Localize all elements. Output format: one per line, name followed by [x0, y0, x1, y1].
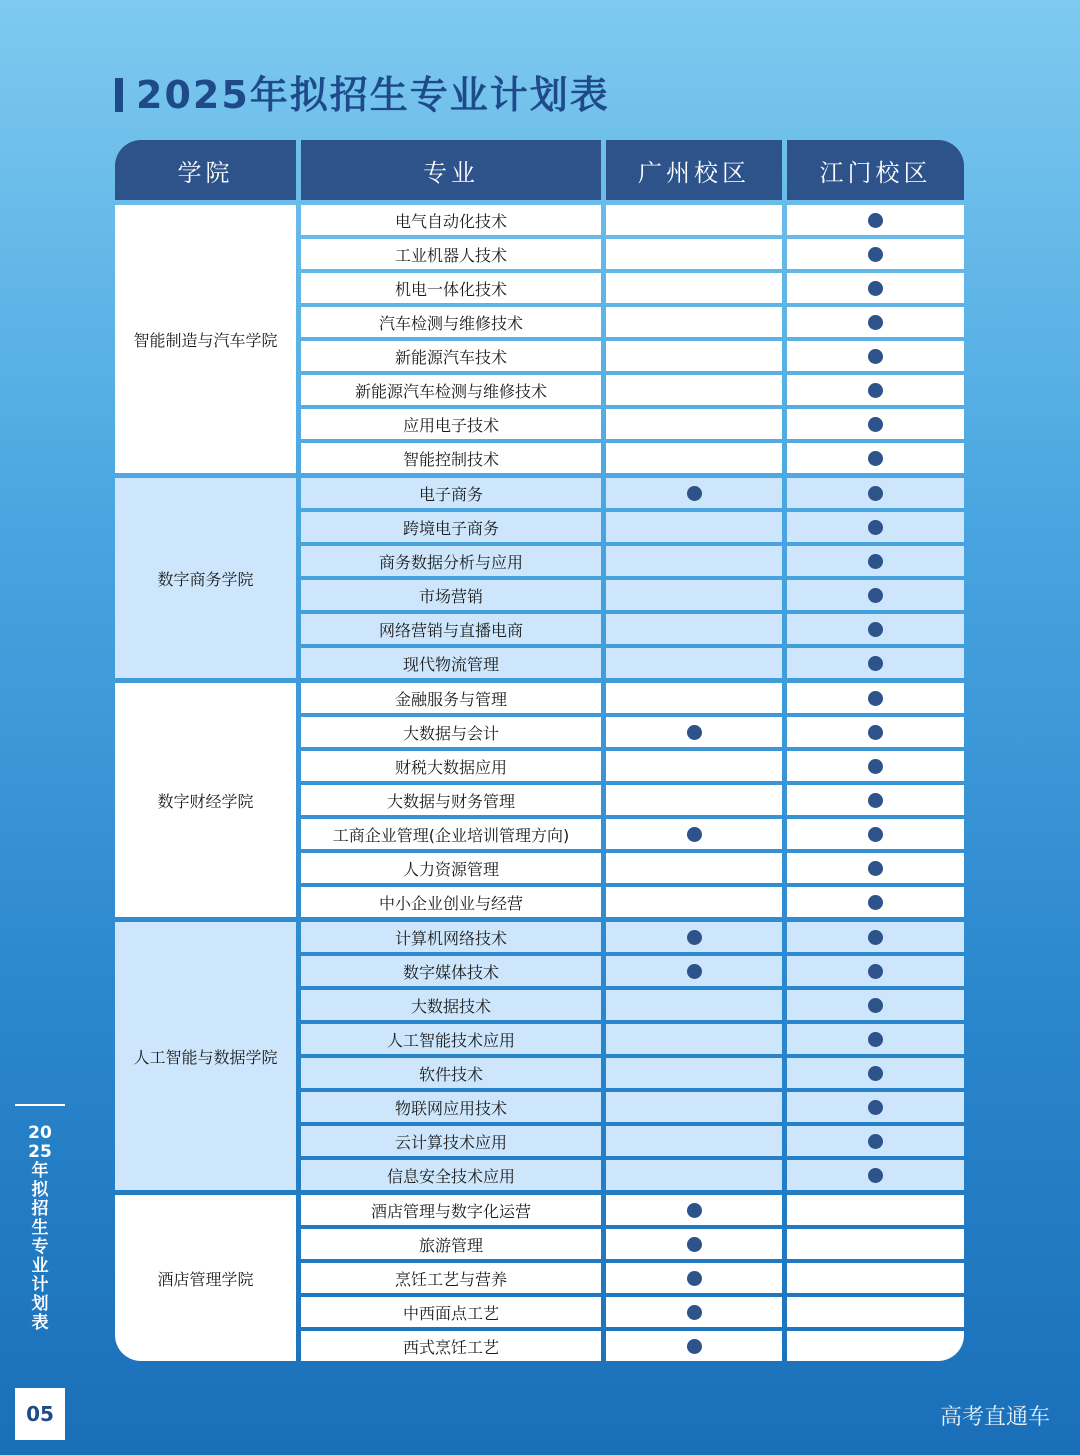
jiangmen-campus-cell — [787, 819, 964, 849]
major-name: 大数据与财务管理 — [301, 785, 601, 815]
offered-dot-icon — [868, 861, 883, 876]
jiangmen-campus-cell — [787, 751, 964, 781]
table-row — [301, 580, 959, 610]
offered-dot-icon — [868, 486, 883, 501]
table-row — [301, 239, 959, 269]
major-name: 汽车检测与维修技术 — [301, 307, 601, 337]
offered-dot-icon — [868, 998, 883, 1013]
major-name: 应用电子技术 — [301, 409, 601, 439]
guangzhou-campus-cell — [606, 375, 782, 405]
major-name: 跨境电子商务 — [301, 512, 601, 542]
guangzhou-campus-cell — [606, 307, 782, 337]
jiangmen-campus-cell — [787, 205, 964, 235]
major-name: 中西面点工艺 — [301, 1297, 601, 1327]
major-name: 网络营销与直播电商 — [301, 614, 601, 644]
jiangmen-campus-cell — [787, 683, 964, 713]
jiangmen-campus-cell — [787, 341, 964, 371]
guangzhou-campus-cell — [606, 751, 782, 781]
college-group — [115, 205, 965, 473]
offered-dot-icon — [868, 964, 883, 979]
offered-dot-icon — [868, 656, 883, 671]
offered-dot-icon — [868, 451, 883, 466]
offered-dot-icon — [687, 486, 702, 501]
guangzhou-campus-cell — [606, 648, 782, 678]
guangzhou-campus-cell — [606, 341, 782, 371]
major-name: 云计算技术应用 — [301, 1126, 601, 1156]
college-name: 酒店管理学院 — [115, 1195, 296, 1361]
major-name: 大数据与会计 — [301, 717, 601, 747]
table-body — [115, 205, 965, 1361]
jiangmen-campus-cell — [787, 512, 964, 542]
offered-dot-icon — [687, 827, 702, 842]
jiangmen-campus-cell — [787, 717, 964, 747]
table-row — [301, 922, 959, 952]
offered-dot-icon — [868, 520, 883, 535]
guangzhou-campus-cell — [606, 478, 782, 508]
major-name: 工业机器人技术 — [301, 239, 601, 269]
table-row — [301, 990, 959, 1020]
college-group — [115, 922, 965, 1190]
major-name: 市场营销 — [301, 580, 601, 610]
guangzhou-campus-cell — [606, 1297, 782, 1327]
guangzhou-campus-cell — [606, 443, 782, 473]
guangzhou-campus-cell — [606, 1126, 782, 1156]
guangzhou-campus-cell — [606, 1092, 782, 1122]
major-name: 西式烹饪工艺 — [301, 1331, 601, 1361]
jiangmen-campus-cell — [787, 273, 964, 303]
major-name: 新能源汽车检测与维修技术 — [301, 375, 601, 405]
offered-dot-icon — [687, 1305, 702, 1320]
offered-dot-icon — [868, 383, 883, 398]
guangzhou-campus-cell — [606, 717, 782, 747]
guangzhou-campus-cell — [606, 683, 782, 713]
guangzhou-campus-cell — [606, 580, 782, 610]
guangzhou-campus-cell — [606, 990, 782, 1020]
jiangmen-campus-cell — [787, 887, 964, 917]
guangzhou-campus-cell — [606, 922, 782, 952]
jiangmen-campus-cell — [787, 1331, 964, 1361]
offered-dot-icon — [868, 588, 883, 603]
table-row — [301, 205, 959, 235]
offered-dot-icon — [687, 964, 702, 979]
major-name: 工商企业管理(企业培训管理方向) — [301, 819, 601, 849]
side-divider — [15, 1104, 65, 1106]
college-name: 数字财经学院 — [115, 683, 296, 917]
table-row — [301, 751, 959, 781]
jiangmen-campus-cell — [787, 1092, 964, 1122]
major-name: 商务数据分析与应用 — [301, 546, 601, 576]
offered-dot-icon — [868, 1168, 883, 1183]
side-label: 2025年拟招生专业计划表 — [28, 1123, 52, 1333]
table-row — [301, 1058, 959, 1088]
college-name: 人工智能与数据学院 — [115, 922, 296, 1190]
major-name: 电子商务 — [301, 478, 601, 508]
offered-dot-icon — [868, 247, 883, 262]
table-row — [301, 478, 959, 508]
offered-dot-icon — [868, 213, 883, 228]
table-row — [301, 1229, 959, 1259]
guangzhou-campus-cell — [606, 205, 782, 235]
offered-dot-icon — [868, 622, 883, 637]
guangzhou-campus-cell — [606, 819, 782, 849]
table-row — [301, 819, 959, 849]
table-row — [301, 1024, 959, 1054]
guangzhou-campus-cell — [606, 785, 782, 815]
major-name: 烹饪工艺与营养 — [301, 1263, 601, 1293]
table-row — [301, 1331, 959, 1361]
major-name: 信息安全技术应用 — [301, 1160, 601, 1190]
jiangmen-campus-cell — [787, 375, 964, 405]
major-name: 人工智能技术应用 — [301, 1024, 601, 1054]
college-group — [115, 478, 965, 678]
table-row — [301, 307, 959, 337]
offered-dot-icon — [868, 895, 883, 910]
table-row — [301, 1297, 959, 1327]
table-row — [301, 1092, 959, 1122]
offered-dot-icon — [687, 1237, 702, 1252]
offered-dot-icon — [868, 725, 883, 740]
table-row — [301, 785, 959, 815]
enrollment-table — [115, 140, 965, 1366]
jiangmen-campus-cell — [787, 785, 964, 815]
guangzhou-campus-cell — [606, 1229, 782, 1259]
offered-dot-icon — [868, 554, 883, 569]
jiangmen-campus-cell — [787, 648, 964, 678]
offered-dot-icon — [868, 793, 883, 808]
table-row — [301, 409, 959, 439]
header-college: 学院 — [115, 140, 296, 200]
jiangmen-campus-cell — [787, 1126, 964, 1156]
major-name: 物联网应用技术 — [301, 1092, 601, 1122]
offered-dot-icon — [868, 349, 883, 364]
major-name: 金融服务与管理 — [301, 683, 601, 713]
table-row — [301, 1195, 959, 1225]
jiangmen-campus-cell — [787, 1229, 964, 1259]
table-row — [301, 1126, 959, 1156]
table-row — [301, 546, 959, 576]
jiangmen-campus-cell — [787, 443, 964, 473]
major-rows — [301, 478, 959, 678]
major-rows — [301, 683, 959, 917]
jiangmen-campus-cell — [787, 1263, 964, 1293]
offered-dot-icon — [868, 827, 883, 842]
offered-dot-icon — [868, 1066, 883, 1081]
major-name: 旅游管理 — [301, 1229, 601, 1259]
jiangmen-campus-cell — [787, 546, 964, 576]
jiangmen-campus-cell — [787, 239, 964, 269]
major-name: 酒店管理与数字化运营 — [301, 1195, 601, 1225]
jiangmen-campus-cell — [787, 853, 964, 883]
jiangmen-campus-cell — [787, 1024, 964, 1054]
watermark: 高考直通车 — [939, 1405, 1050, 1430]
jiangmen-campus-cell — [787, 409, 964, 439]
guangzhou-campus-cell — [606, 1024, 782, 1054]
offered-dot-icon — [687, 725, 702, 740]
offered-dot-icon — [868, 1100, 883, 1115]
major-name: 现代物流管理 — [301, 648, 601, 678]
offered-dot-icon — [868, 1032, 883, 1047]
table-row — [301, 717, 959, 747]
guangzhou-campus-cell — [606, 887, 782, 917]
offered-dot-icon — [868, 417, 883, 432]
page-title: 2025年拟招生专业计划表 — [136, 73, 610, 117]
header-major: 专业 — [301, 140, 601, 200]
table-row — [301, 512, 959, 542]
major-rows — [301, 922, 959, 1190]
table-row — [301, 273, 959, 303]
jiangmen-campus-cell — [787, 956, 964, 986]
table-row — [301, 683, 959, 713]
college-group — [115, 1195, 965, 1361]
jiangmen-campus-cell — [787, 614, 964, 644]
offered-dot-icon — [687, 1271, 702, 1286]
major-rows — [301, 205, 959, 473]
table-row — [301, 443, 959, 473]
major-name: 计算机网络技术 — [301, 922, 601, 952]
guangzhou-campus-cell — [606, 239, 782, 269]
jiangmen-campus-cell — [787, 1297, 964, 1327]
table-header — [115, 140, 965, 200]
guangzhou-campus-cell — [606, 1160, 782, 1190]
offered-dot-icon — [868, 1134, 883, 1149]
jiangmen-campus-cell — [787, 1160, 964, 1190]
major-name: 财税大数据应用 — [301, 751, 601, 781]
offered-dot-icon — [868, 315, 883, 330]
guangzhou-campus-cell — [606, 512, 782, 542]
jiangmen-campus-cell — [787, 1058, 964, 1088]
guangzhou-campus-cell — [606, 1058, 782, 1088]
page-number: 05 — [15, 1388, 65, 1440]
major-name: 中小企业创业与经营 — [301, 887, 601, 917]
offered-dot-icon — [868, 930, 883, 945]
offered-dot-icon — [687, 1203, 702, 1218]
table-row — [301, 614, 959, 644]
table-row — [301, 1263, 959, 1293]
guangzhou-campus-cell — [606, 273, 782, 303]
guangzhou-campus-cell — [606, 546, 782, 576]
title-accent-bar — [115, 78, 123, 112]
table-row — [301, 956, 959, 986]
college-name: 智能制造与汽车学院 — [115, 205, 296, 473]
major-name: 大数据技术 — [301, 990, 601, 1020]
table-row — [301, 375, 959, 405]
major-name: 软件技术 — [301, 1058, 601, 1088]
jiangmen-campus-cell — [787, 307, 964, 337]
jiangmen-campus-cell — [787, 1195, 964, 1225]
major-name: 数字媒体技术 — [301, 956, 601, 986]
guangzhou-campus-cell — [606, 956, 782, 986]
guangzhou-campus-cell — [606, 409, 782, 439]
jiangmen-campus-cell — [787, 922, 964, 952]
jiangmen-campus-cell — [787, 478, 964, 508]
major-name: 机电一体化技术 — [301, 273, 601, 303]
major-name: 人力资源管理 — [301, 853, 601, 883]
offered-dot-icon — [868, 691, 883, 706]
jiangmen-campus-cell — [787, 580, 964, 610]
guangzhou-campus-cell — [606, 853, 782, 883]
guangzhou-campus-cell — [606, 614, 782, 644]
offered-dot-icon — [868, 759, 883, 774]
header-guangzhou: 广州校区 — [606, 140, 782, 200]
table-row — [301, 853, 959, 883]
college-group — [115, 683, 965, 917]
offered-dot-icon — [868, 281, 883, 296]
major-name: 新能源汽车技术 — [301, 341, 601, 371]
jiangmen-campus-cell — [787, 990, 964, 1020]
table-row — [301, 648, 959, 678]
guangzhou-campus-cell — [606, 1331, 782, 1361]
table-row — [301, 341, 959, 371]
offered-dot-icon — [687, 930, 702, 945]
major-name: 电气自动化技术 — [301, 205, 601, 235]
guangzhou-campus-cell — [606, 1263, 782, 1293]
offered-dot-icon — [687, 1339, 702, 1354]
major-rows — [301, 1195, 959, 1361]
table-row — [301, 887, 959, 917]
table-row — [301, 1160, 959, 1190]
college-name: 数字商务学院 — [115, 478, 296, 678]
header-jiangmen: 江门校区 — [787, 140, 964, 200]
major-name: 智能控制技术 — [301, 443, 601, 473]
guangzhou-campus-cell — [606, 1195, 782, 1225]
